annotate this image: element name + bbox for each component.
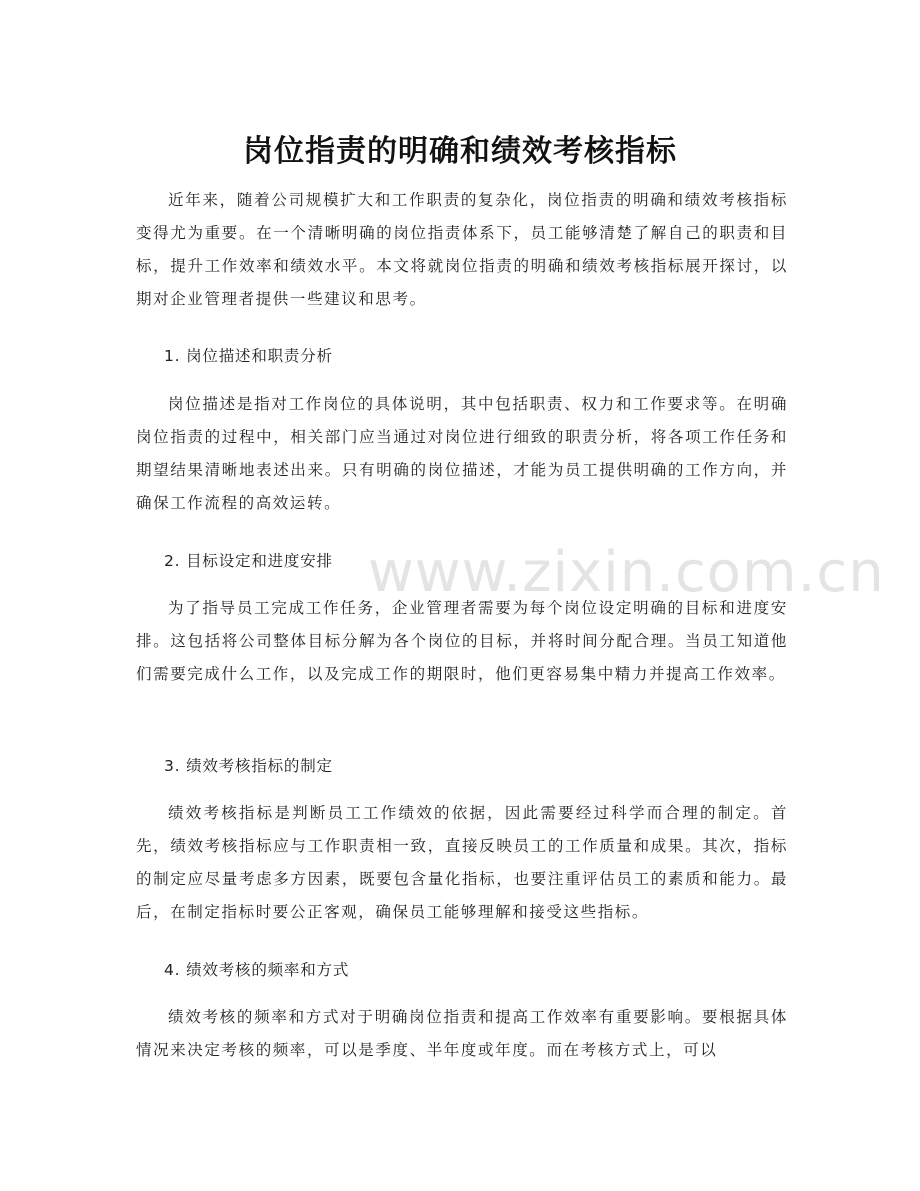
section-heading: 2. 目标设定和进度安排 [164,552,333,570]
section-heading: 1. 岗位描述和职责分析 [164,347,333,365]
section-heading: 3. 绩效考核指标的制定 [164,757,333,775]
section-paragraph: 绩效考核的频率和方式对于明确岗位指责和提高工作效率有重要影响。要根据具体情况来决定考核的频率，可以是季度、半年度或年度。而在考核方式上，可以 [136,1008,788,1059]
intro-paragraph: 近年来，随着公司规模扩大和工作职责的复杂化，岗位指责的明确和绩效考核指标变得尤为重要。在一个清晰明确的岗位指责体系下，员工能够清楚了解自己的职责和目标，提升工作效率和绩效水平。本文将就岗位指责的明确和绩效考核指标展开探讨，以期对企业管理者提供一些建议和思考。 [136,191,788,308]
watermark: www.zixin.com.cn [368,540,885,605]
section-paragraph: 岗位描述是指对工作岗位的具体说明，其中包括职责、权力和工作要求等。在明确岗位指责的过程中，相关部门应当通过对岗位进行细致的职责分析，将各项工作任务和期望结果清晰地表述出来。只有明确的岗位描述，才能为员工提供明确的工作方向，并确保工作流程的高效运转。 [136,395,788,512]
section-paragraph: 绩效考核指标是判断员工工作绩效的依据，因此需要经过科学而合理的制定。首先，绩效考核指标应与工作职责相一致，直接反映员工的工作质量和成果。其次，指标的制定应尽量考虑多方因素，既要包含量化指标，也要注重评估员工的素质和能力。最后，在制定指标时要公正客观，确保员工能够理解和接受这些指标。 [136,804,788,921]
section-paragraph: 为了指导员工完成工作任务，企业管理者需要为每个岗位设定明确的目标和进度安排。这包括将公司整体目标分解为各个岗位的目标，并将时间分配合理。当员工知道他们需要完成什么工作，以及完成工作的期限时，他们更容易集中精力并提高工作效率。 [136,599,788,683]
section-heading: 4. 绩效考核的频率和方式 [164,961,350,979]
document-title: 岗位指责的明确和绩效考核指标 [243,134,677,170]
